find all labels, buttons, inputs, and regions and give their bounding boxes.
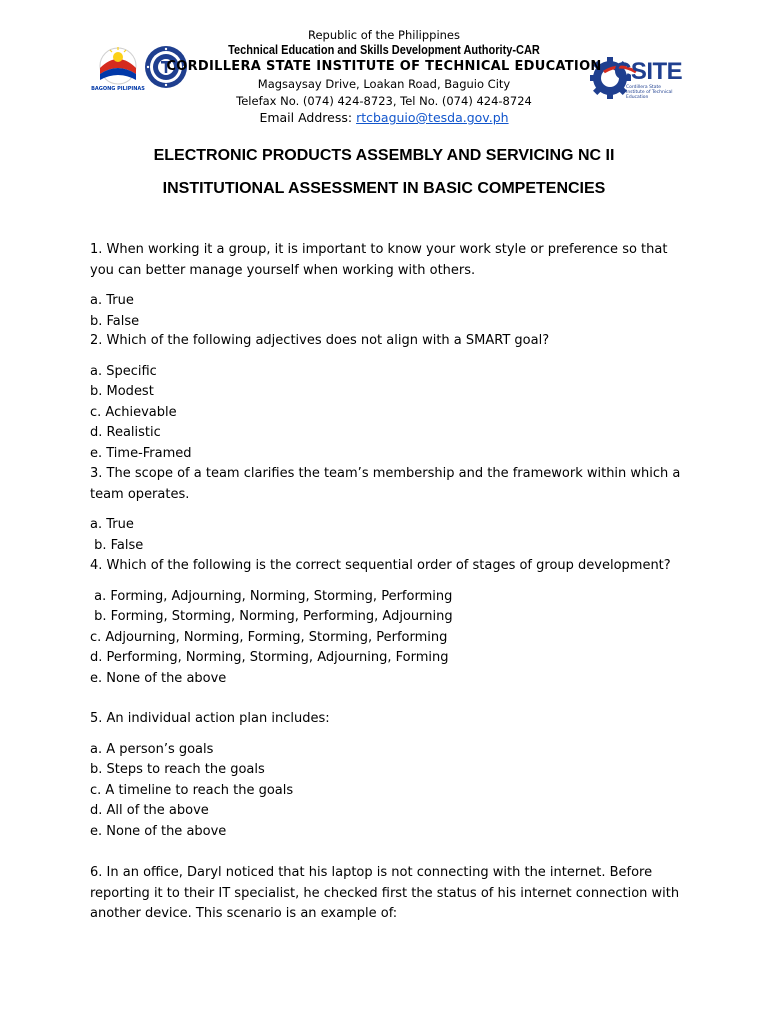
- question-text: 3. The scope of a team clarifies the team’s membership and the framework within which a team operates.: [90, 466, 681, 502]
- csite-caption: Cordillera State Institute of Technical Education: [626, 85, 673, 100]
- option: a. A person’s goals: [90, 741, 214, 757]
- question-2: [90, 331, 690, 464]
- option: b. Forming, Storming, Norming, Performing, Adjourning: [90, 609, 453, 624]
- republic-line: Republic of the Philippines: [307, 28, 461, 42]
- document-subtitle: INSTITUTIONAL ASSESSMENT IN BASIC COMPETENCIES: [162, 180, 606, 197]
- address-line: Magsaysay Drive, Loakan Road, Baguio City: [257, 77, 511, 91]
- option: b. False: [90, 313, 140, 329]
- csite-wordmark: CSITE: [614, 58, 683, 85]
- option: b. Steps to reach the goals: [90, 762, 265, 777]
- option: d. Realistic: [90, 425, 161, 440]
- question-text: 1. When working it a group, it is important to know your work style or preference so that you can better manage yourself when working with others.: [90, 242, 668, 278]
- question-text: 5. An individual action plan includes:: [90, 711, 330, 726]
- option: a. True: [90, 517, 134, 532]
- bagong-pilipinas-caption: BAGONG PILIPINAS: [91, 86, 145, 92]
- email-label: Email Address:: [259, 110, 357, 125]
- option: b. False: [90, 537, 144, 553]
- option: d. All of the above: [90, 803, 209, 818]
- option: e. None of the above: [90, 670, 227, 686]
- option: c. Adjourning, Norming, Forming, Storming, Performing: [90, 629, 448, 645]
- option: e. None of the above: [90, 823, 227, 839]
- question-text: 4. Which of the following is the correct sequential order of stages of group development?: [90, 558, 671, 573]
- option: a. True: [90, 293, 134, 308]
- option: d. Performing, Norming, Storming, Adjourning, Forming: [90, 650, 449, 665]
- agency-name: Technical Education and Skills Development Authority-CAR: [228, 43, 540, 57]
- question-1: [90, 240, 690, 332]
- question-6: [90, 863, 690, 925]
- option: c. Achievable: [90, 404, 177, 420]
- option: a. Specific: [90, 363, 157, 379]
- question-text: 6. In an office, Daryl noticed that his laptop is not connecting with the internet. Before reporting it to their IT specialist, he checked first the status of his internet connection with another device. This scenario is an example of:: [90, 865, 680, 921]
- telefax-line: Telefax No. (074) 424-8723, Tel No. (074) 424-8724: [236, 94, 532, 108]
- option: c. A timeline to reach the goals: [90, 782, 294, 798]
- option: a. Forming, Adjourning, Norming, Storming, Performing: [90, 588, 453, 604]
- question-3: [90, 464, 690, 556]
- question-text: 2. Which of the following adjectives does not align with a SMART goal?: [90, 333, 550, 348]
- email-link[interactable]: rtcbaguio@tesda.gov.ph: [356, 110, 509, 125]
- question-4: [90, 556, 690, 689]
- institute-name: CORDILLERA STATE INSTITUTE OF TECHNICAL EDUCATION: [166, 59, 602, 74]
- option: e. Time-Framed: [90, 445, 192, 461]
- question-5: [90, 709, 690, 842]
- option: b. Modest: [90, 384, 154, 399]
- email-line: [0, 110, 768, 125]
- document-title: ELECTRONIC PRODUCTS ASSEMBLY AND SERVICING NC II: [153, 147, 615, 164]
